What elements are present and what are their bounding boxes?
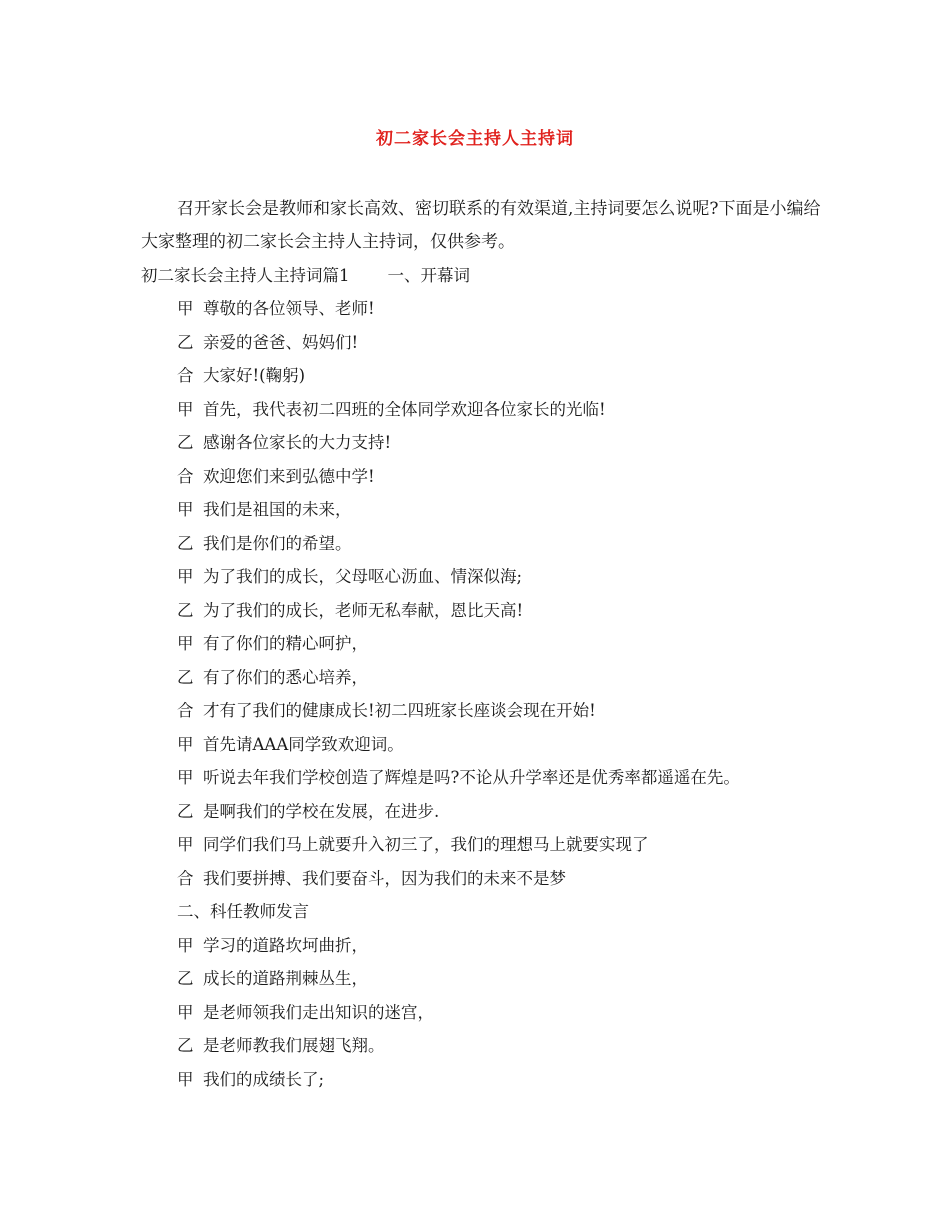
dialogue-line — [177, 1001, 837, 1035]
line-text: 尊敬的各位领导、老师! — [203, 299, 375, 318]
speaker: 乙 — [177, 533, 194, 553]
dialogue-line — [177, 699, 837, 733]
line-text: 大家好!(鞠躬) — [203, 366, 306, 385]
line-text: 我们是祖国的未来， — [203, 500, 352, 519]
section-heading: 初二家长会主持人主持词篇1 — [141, 266, 350, 285]
dialogue-line — [177, 967, 837, 1001]
dialogue-line — [177, 364, 837, 398]
speaker: 甲 — [177, 768, 194, 787]
section-one-heading: 一、开幕词 — [387, 266, 470, 285]
line-text: 才有了我们的健康成长!初二四班家长座谈会现在开始! — [203, 701, 596, 720]
dialogue-line — [177, 498, 837, 532]
line-text: 首先请AAA同学致欢迎词。 — [203, 734, 404, 754]
speaker: 甲 — [177, 935, 194, 955]
speaker: 乙 — [177, 332, 194, 352]
dialogue-line — [177, 934, 837, 968]
dialogue-line — [177, 632, 837, 666]
dialogue-line — [177, 800, 837, 834]
line-text: 有了你们的悉心培养， — [203, 667, 368, 687]
dialogue-line — [177, 1068, 837, 1102]
speaker: 乙 — [177, 1036, 194, 1055]
speaker: 甲 — [177, 1002, 194, 1022]
speaker: 乙 — [177, 801, 194, 821]
line-text: 成长的道路荆棘丛生， — [203, 969, 368, 988]
dialogue-line — [177, 1034, 837, 1068]
line-text: 感谢各位家长的大力支持! — [203, 433, 392, 452]
dialogue-line — [177, 331, 837, 365]
speaker: 甲 — [177, 634, 194, 653]
line-text: 欢迎您们来到弘德中学! — [203, 466, 375, 486]
dialogue-line — [177, 733, 837, 767]
document-title: 初二家长会主持人主持词 — [376, 129, 574, 149]
line-text: 是啊我们的学校在发展，在进步. — [203, 801, 440, 821]
section-two-heading: 二、科任教师发言 — [177, 902, 309, 921]
speaker: 甲 — [177, 1069, 194, 1089]
dialogue-line — [177, 465, 837, 499]
dialogue-line — [177, 867, 837, 901]
speaker: 甲 — [177, 399, 194, 419]
line-text: 我们要拼搏、我们要奋斗，因为我们的未来不是梦 — [203, 868, 566, 888]
intro-paragraph: 召开家长会是教师和家长高效、密切联系的有效渠道,主持词要怎么说呢?下面是小编给大家整理的初二家长会主持人主持词，仅供参考。 — [141, 199, 821, 252]
line-text: 听说去年我们学校创造了辉煌是吗?不论从升学率还是优秀率都遥遥在先。 — [203, 768, 740, 787]
speaker: 乙 — [177, 969, 194, 988]
line-text: 有了你们的精心呵护， — [203, 634, 368, 653]
speaker: 乙 — [177, 667, 194, 687]
line-text: 我们的成绩长了; — [203, 1069, 325, 1089]
line-text: 亲爱的爸爸、妈妈们! — [203, 332, 359, 352]
dialogue-line — [177, 431, 837, 465]
line-text: 为了我们的成长，父母呕心沥血、情深似海; — [203, 567, 523, 586]
speaker: 甲 — [177, 500, 194, 519]
dialogue-line — [177, 398, 837, 432]
line-text: 是老师领我们走出知识的迷宫， — [203, 1002, 434, 1022]
speaker: 合 — [177, 701, 194, 720]
speaker: 合 — [177, 466, 194, 486]
dialogue-line — [177, 666, 837, 700]
line-text: 学习的道路坎坷曲折， — [203, 935, 368, 955]
line-text: 首先，我代表初二四班的全体同学欢迎各位家长的光临! — [203, 399, 606, 419]
dialogue-line — [177, 599, 837, 633]
line-text: 同学们我们马上就要升入初三了，我们的理想马上就要实现了 — [203, 835, 649, 854]
speaker: 甲 — [177, 299, 194, 318]
dialogue-lines — [177, 297, 837, 1101]
speaker: 甲 — [177, 835, 194, 854]
dialogue-line — [177, 565, 837, 599]
line-text: 为了我们的成长，老师无私奉献，恩比天高! — [203, 600, 524, 620]
line-text: 我们是你们的希望。 — [203, 533, 352, 553]
speaker: 乙 — [177, 433, 194, 452]
dialogue-line — [177, 833, 837, 867]
dialogue-line — [177, 766, 837, 800]
line-text: 是老师教我们展翅飞翔。 — [203, 1036, 385, 1055]
dialogue-line — [177, 297, 837, 331]
dialogue-line — [177, 532, 837, 566]
speaker: 甲 — [177, 567, 194, 586]
speaker: 合 — [177, 366, 194, 385]
speaker: 甲 — [177, 734, 194, 754]
speaker: 合 — [177, 868, 194, 888]
speaker: 乙 — [177, 600, 194, 620]
section-heading-row — [141, 264, 470, 288]
